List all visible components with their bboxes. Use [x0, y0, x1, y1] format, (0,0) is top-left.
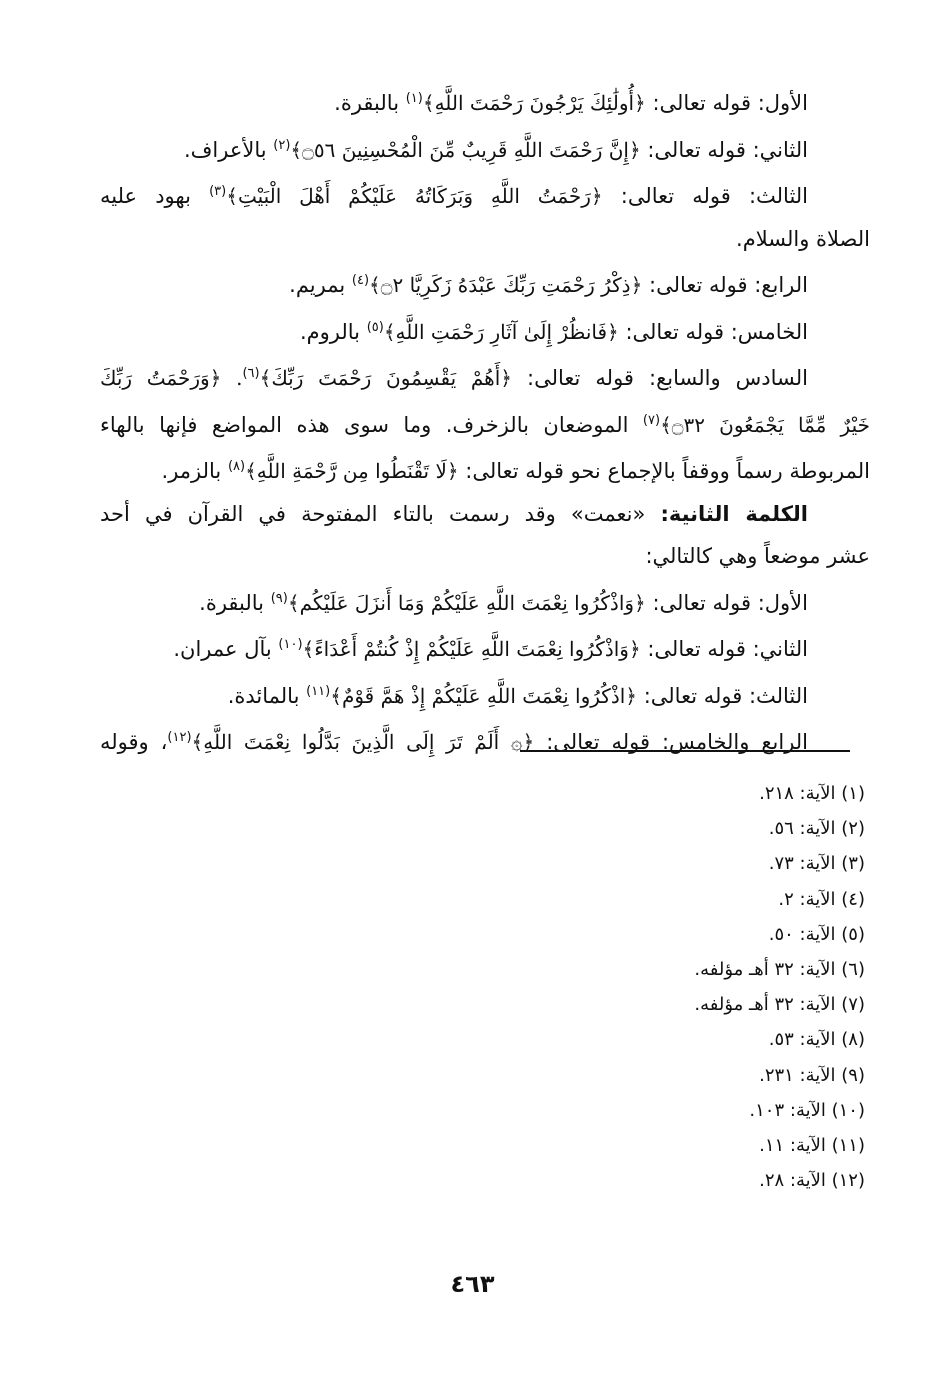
- line-label: الثاني:: [752, 137, 808, 162]
- text-line: [100, 125, 870, 172]
- footnote-ref: (٣): [209, 184, 227, 199]
- footnote-item: (١١) الآية: ١١.: [759, 1135, 865, 1157]
- footnote-ref: (٥): [366, 319, 384, 335]
- line-intro: قوله تعالى:: [645, 590, 758, 615]
- quran-verse: ﴿وَاذْكُرُوا نِعْمَتَ اللَّهِ عَلَيْكُمْ وَمَا أَنزَلَ عَلَيْكُم﴾: [287, 590, 646, 615]
- line-intro: قوله تعالى:: [645, 91, 758, 115]
- footnote-item: (٥) الآية: ٥٠.: [768, 923, 865, 945]
- text-line: [100, 400, 870, 447]
- footnote-ref: (٩): [270, 590, 288, 606]
- line-rest: بالروم.: [299, 319, 367, 344]
- footnote-separator: [520, 750, 850, 752]
- quran-verse: ﴿لَا تَقْنَطُوا مِن رَّحْمَةِ اللَّهِ﴾: [245, 459, 459, 483]
- footnote-item: (٨) الآية: ٥٣.: [768, 1029, 865, 1051]
- footnote-item: (٢) الآية: ٥٦.: [768, 818, 865, 840]
- line-label: الثالث:: [748, 184, 809, 208]
- line-rest: بالأعراف.: [183, 137, 274, 162]
- line-label: الثاني:: [752, 637, 808, 661]
- quran-verse: ﴿اذْكُرُوا نِعْمَتَ اللَّهِ عَلَيْكُمْ إِذْ هَمَّ قَوْمٌ﴾: [330, 683, 638, 708]
- text-line: [100, 717, 870, 764]
- line-rest: بالبقرة.: [199, 590, 271, 615]
- quran-verse: خَيْرٌ مِّمَّا يَجْمَعُونَ ۝٣٢﴾: [660, 412, 870, 437]
- footnote-item: (٧) الآية: ٣٢ أهـ مؤلفه.: [694, 994, 865, 1016]
- page-number: ٤٦٣: [450, 1270, 495, 1298]
- text-line: [100, 78, 870, 125]
- quran-verse: ﴿فَانظُرْ إِلَىٰ آثَارِ رَحْمَتِ اللَّهِ﴾: [383, 319, 619, 344]
- footnote-item: (٦) الآية: ٣٢ أهـ مؤلفه.: [694, 959, 865, 981]
- line-label: السادس والسابع:: [649, 366, 808, 390]
- text-line: [100, 578, 870, 625]
- line-rest: . ﴿وَرَحْمَتُ رَبِّكَ: [100, 366, 243, 390]
- line-label: الرابع والخامس:: [661, 730, 809, 754]
- text-line: عشر موضعاً وهي كالتالي:: [645, 544, 870, 568]
- text-line: [100, 671, 870, 718]
- text-line: [100, 307, 870, 354]
- footnote-ref: (٤): [351, 273, 370, 288]
- line-rest: بمريم.: [289, 273, 352, 297]
- section-heading: الكلمة الثانية:: [660, 501, 808, 526]
- footnote-ref: (٢): [273, 137, 291, 153]
- quran-verse: ﴿إِنَّ رَحْمَتَ اللَّهِ قَرِيبٌ مِّنَ الْمُحْسِنِينَ ۝٥٦﴾: [290, 137, 641, 162]
- line-intro: قوله تعالى:: [602, 184, 749, 208]
- line-label: الأول:: [757, 590, 808, 615]
- line-rest: بهود عليه: [100, 184, 210, 208]
- line-rest: ، وقوله: [100, 730, 168, 754]
- footnote-ref: (٧): [642, 412, 661, 428]
- line-intro: قوله تعالى:: [642, 273, 755, 297]
- footnote-ref: (١): [405, 91, 423, 106]
- line-intro: قوله تعالى:: [640, 637, 753, 661]
- line-intro: قوله تعالى:: [534, 730, 662, 754]
- quran-verse: ﴿ذِكْرُ رَحْمَتِ رَبِّكَ عَبْدَهُ زَكَرِيَّا ۝٢﴾: [369, 273, 643, 297]
- quran-verse: ﴿أُولَٰئِكَ يَرْجُونَ رَحْمَتَ اللَّهِ﴾: [422, 91, 646, 115]
- line-intro: المربوطة رسماً ووقفاً بالإجماع نحو قوله تعالى:: [458, 459, 870, 483]
- footnote-ref: (١٠): [278, 637, 303, 652]
- line-intro: قوله تعالى:: [512, 366, 649, 390]
- line-rest: «نعمت» وقد رسمت بالتاء المفتوحة في القرآن في أحد: [100, 501, 661, 526]
- text-line: [100, 171, 870, 218]
- line-label: الأول:: [757, 91, 808, 115]
- line-intro: قوله تعالى:: [640, 137, 753, 162]
- footnote-ref: (١٢): [167, 730, 192, 745]
- line-rest: بالزمر.: [161, 459, 228, 483]
- footnote-item: (١٠) الآية: ١٠٣.: [749, 1099, 865, 1121]
- text-line: [100, 624, 870, 671]
- footnote-ref: (٦): [242, 366, 260, 381]
- quran-verse: ﴿وَاذْكُرُوا نِعْمَتَ اللَّهِ عَلَيْكُمْ إِذْ كُنتُمْ أَعْدَاءً﴾: [302, 637, 641, 661]
- quran-verse: ﴿رَحْمَتُ اللَّهِ وَبَرَكَاتُهُ عَلَيْكُمْ أَهْلَ الْبَيْتِ﴾: [226, 184, 603, 208]
- text-line: [100, 446, 870, 493]
- line-label: الرابع:: [754, 273, 808, 297]
- footnote-item: (١) الآية: ٢١٨.: [759, 783, 865, 804]
- footnote-item: (٣) الآية: ٧٣.: [768, 853, 865, 875]
- footnote-ref: (٨): [227, 459, 246, 474]
- footnote-item: (٩) الآية: ٢٣١.: [759, 1064, 865, 1086]
- footnotes: [400, 776, 865, 1198]
- line-intro: قوله تعالى:: [618, 319, 731, 344]
- text-line: [100, 260, 870, 307]
- main-text: [100, 78, 870, 764]
- text-line: [100, 353, 870, 400]
- line-rest: بالبقرة.: [334, 91, 406, 115]
- text-line: [100, 493, 870, 536]
- quran-verse: ﴿۞ أَلَمْ تَرَ إِلَى الَّذِينَ بَدَّلُوا نِعْمَتَ اللَّهِ﴾: [191, 730, 535, 754]
- text-line: الصلاة والسلام.: [736, 226, 870, 251]
- line-intro: قوله تعالى:: [637, 683, 749, 708]
- line-rest: بآل عمران.: [173, 637, 279, 661]
- line-label: الخامس:: [730, 319, 808, 344]
- footnote-item: (٤) الآية: ٢.: [778, 888, 865, 910]
- footnote-item: (١٢) الآية: ٢٨.: [759, 1170, 865, 1192]
- footnote-ref: (١١): [306, 683, 331, 699]
- quran-verse: ﴿أَهُمْ يَقْسِمُونَ رَحْمَتَ رَبِّكَ﴾: [259, 366, 513, 390]
- line-rest: بالمائدة.: [227, 683, 307, 708]
- line-label: الثالث:: [748, 683, 808, 708]
- line-rest: الموضعان بالزخرف. وما سوى هذه المواضع فإنها بالهاء: [100, 412, 643, 437]
